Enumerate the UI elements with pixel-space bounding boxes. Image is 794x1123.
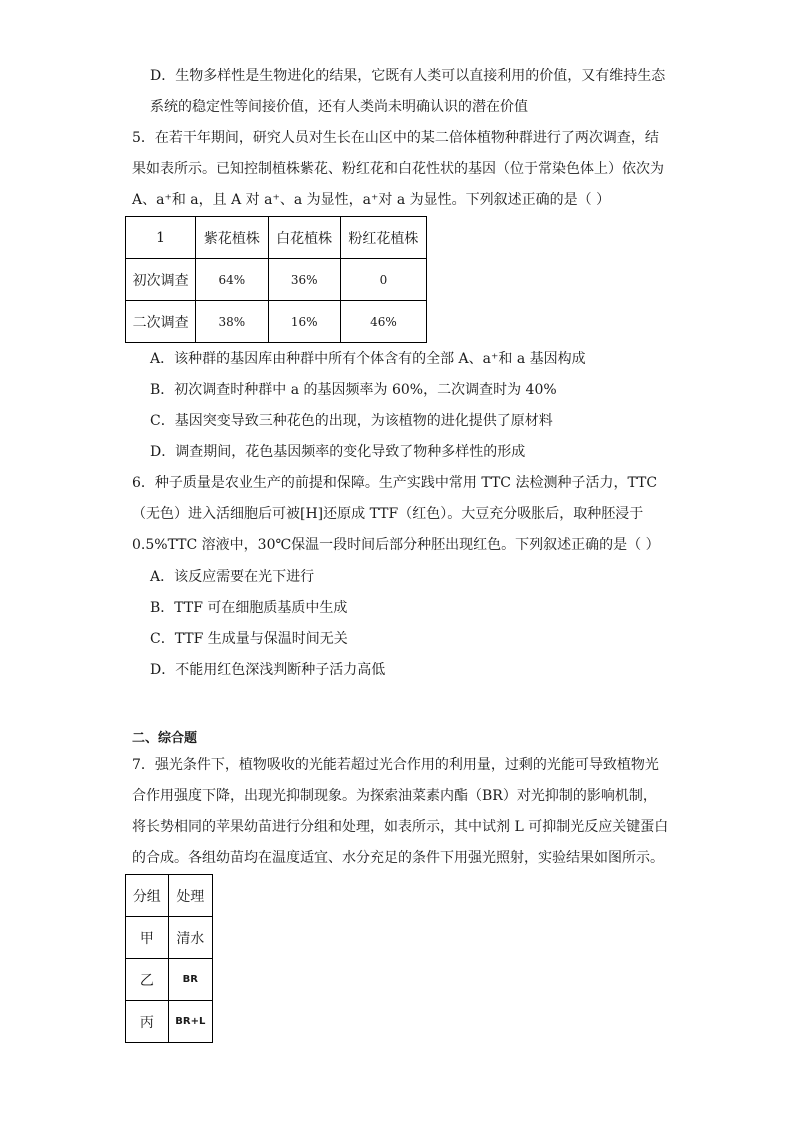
table-cell: 甲 xyxy=(126,917,169,959)
q7-stem-line2: 合作用强度下降，出现光抑制现象。为探索油菜素内酯（BR）对光抑制的影响机制， xyxy=(132,788,657,804)
table-cell: 丙 xyxy=(126,1001,169,1043)
table-cell: 乙 xyxy=(126,959,169,1001)
table-cell: 0 xyxy=(340,259,426,301)
q6-stem-line1: 6．种子质量是农业生产的前提和保障。生产实践中常用 TTC 法检测种子活力，TTC xyxy=(132,475,658,491)
table-row xyxy=(126,959,213,1001)
q6-option-a: A．该反应需要在光下进行 xyxy=(150,569,315,585)
q7-stem-line1: 7．强光条件下，植物吸收的光能若超过光合作用的利用量，过剩的光能可导致植物光 xyxy=(132,757,659,773)
table-cell: 64% xyxy=(196,259,268,301)
q6-option-d: D．不能用红色深浅判断种子活力高低 xyxy=(150,662,386,678)
table-header-cell: 白花植株 xyxy=(268,217,340,259)
q6-stem-line2: （无色）进入活细胞后可被[H]还原成 TTF（红色）。大豆充分吸胀后，取种胚浸于 xyxy=(132,506,644,522)
q6-option-b: B．TTF 可在细胞质基质中生成 xyxy=(150,600,348,616)
q6-option-c: C．TTF 生成量与保温时间无关 xyxy=(150,631,348,647)
q4-option-d-line2: 系统的稳定性等间接价值，还有人类尚未明确认识的潜在价值 xyxy=(150,99,528,115)
q5-option-d: D．调查期间，花色基因频率的变化导致了物种多样性的形成 xyxy=(150,444,526,460)
q4-option-d-line1: D．生物多样性是生物进化的结果，它既有人类可以直接利用的价值，又有维持生态 xyxy=(150,68,666,84)
q7-stem-line3: 将长势相同的苹果幼苗进行分组和处理，如表所示，其中试剂 L 可抑制光反应关键蛋白 xyxy=(132,819,669,835)
table-cell: 36% xyxy=(268,259,340,301)
table-cell: BR xyxy=(168,959,212,1001)
table-cell: 46% xyxy=(340,301,426,343)
section-title: 二、综合题 xyxy=(132,731,198,746)
table-cell: BR+L xyxy=(168,1001,212,1043)
table-header-cell: 分组 xyxy=(126,875,169,917)
q5-option-a: A．该种群的基因库由种群中所有个体含有的全部 A、a⁺和 a 基因构成 xyxy=(150,351,586,367)
q5-stem-line2: 果如表所示。已知控制植株紫花、粉红花和白花性状的基因（位于常染色体上）依次为 xyxy=(132,161,664,177)
q5-stem-line1: 5．在若干年期间，研究人员对生长在山区中的某二倍体植物种群进行了两次调查，结 xyxy=(132,130,659,146)
q7-stem-line4: 的合成。各组幼苗均在温度适宜、水分充足的条件下用强光照射，实验结果如图所示。 xyxy=(132,850,664,866)
table-row xyxy=(126,917,213,959)
table-header-cell: 1 xyxy=(126,217,196,259)
table-header-cell: 紫花植株 xyxy=(196,217,268,259)
table-row xyxy=(126,1001,213,1043)
table-header-row xyxy=(126,217,427,259)
q7-group-table xyxy=(125,874,213,1043)
table-header-cell: 处理 xyxy=(168,875,212,917)
table-cell: 38% xyxy=(196,301,268,343)
q5-option-b: B．初次调查时种群中 a 的基因频率为 60%，二次调查时为 40% xyxy=(150,382,557,398)
table-header-row xyxy=(126,875,213,917)
table-row xyxy=(126,301,427,343)
table-header-cell: 粉红花植株 xyxy=(340,217,426,259)
table-cell: 初次调查 xyxy=(126,259,196,301)
table-cell: 清水 xyxy=(168,917,212,959)
q5-option-c: C．基因突变导致三种花色的出现，为该植物的进化提供了原材料 xyxy=(150,413,553,429)
q5-stem-line3: A、a⁺和 a，且 A 对 a⁺、a 为显性，a⁺对 a 为显性。下列叙述正确的是（ ） xyxy=(132,192,611,208)
table-cell: 16% xyxy=(268,301,340,343)
q6-stem-line3: 0.5%TTC 溶液中，30℃保温一段时间后部分种胚出现红色。下列叙述正确的是（ ） xyxy=(132,537,660,553)
table-row xyxy=(126,259,427,301)
q5-survey-table xyxy=(125,216,427,343)
table-cell: 二次调查 xyxy=(126,301,196,343)
